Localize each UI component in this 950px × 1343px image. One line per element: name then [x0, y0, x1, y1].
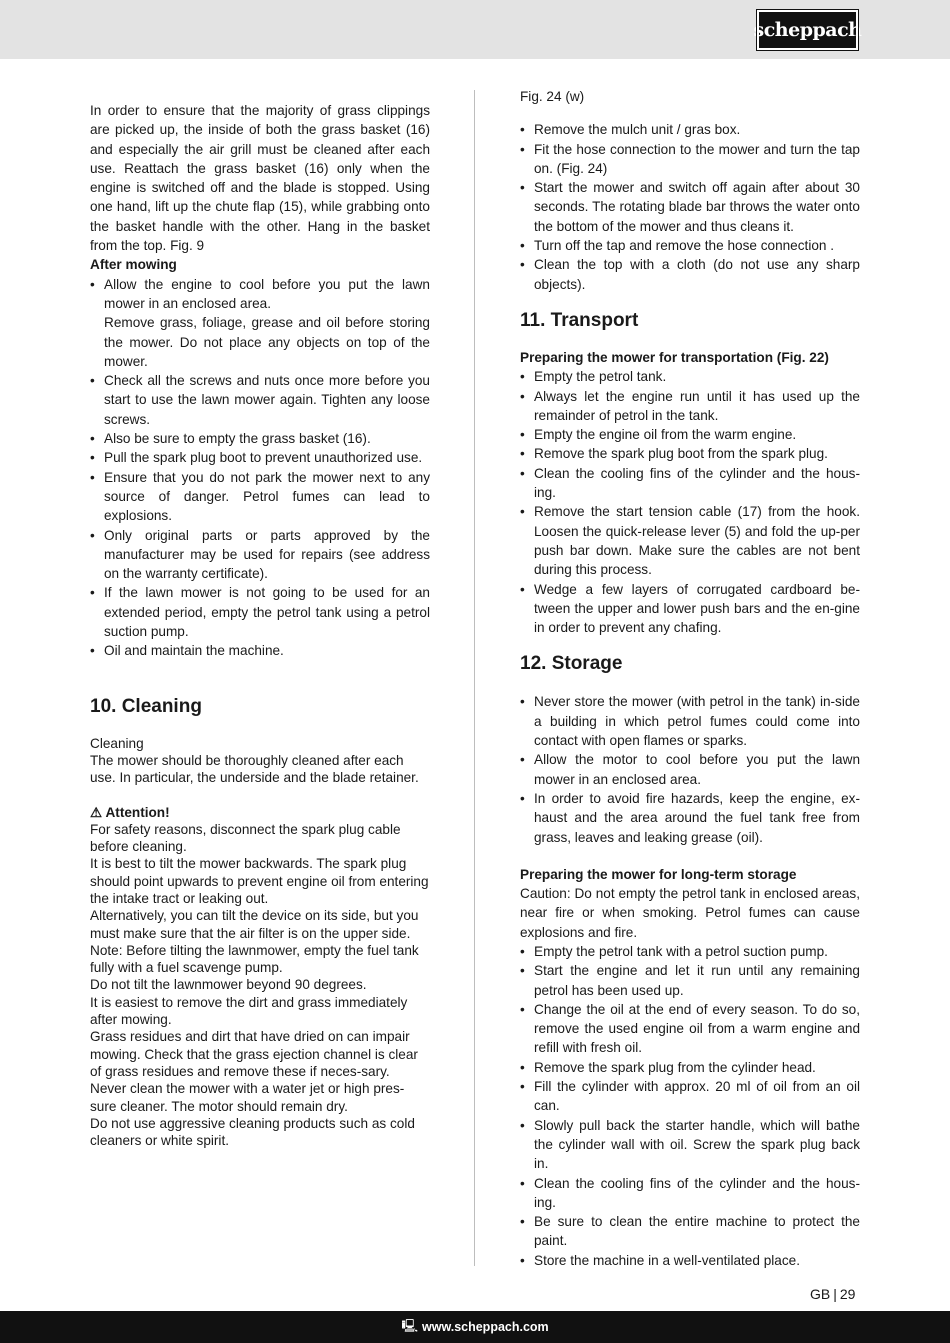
list-item: • Check all the screws and nuts once more before you start to use the lawn mower again. Tighten any loose screws.	[90, 371, 430, 429]
cleaning-subheading: Cleaning	[90, 735, 144, 751]
longterm-list	[520, 942, 860, 1270]
brand-logo: scheppach	[757, 10, 858, 50]
computer-icon: 🖳	[401, 1318, 419, 1333]
list-item: • Allow the engine to cool before you put the lawn mower in an enclosed area. Remove grass, foliage, grease and oil before storing the mower. Do not place any objects on top of the mower.	[90, 275, 430, 371]
list-item: • Slowly pull back the starter handle, which will bathe the cylinder wall with oil. Screw the spark plug back in.	[520, 1116, 860, 1174]
list-item: • Empty the engine oil from the warm engine.	[520, 425, 860, 444]
list-item: • Remove the spark plug boot from the spark plug.	[520, 444, 860, 463]
cleaning-line: Do not tilt the lawnmower beyond 90 degrees.	[90, 977, 367, 993]
list-item: • Clean the top with a cloth (do not use any sharp objects).	[520, 255, 860, 294]
cleaning-line: Note: Before tilting the lawnmower, empty the fuel tank fully with a fuel scavenge pump.	[90, 942, 419, 976]
list-item: • Wedge a few layers of corrugated cardboard be-tween the upper and lower push bars and the en-gine in order to prevent any chafing.	[520, 580, 860, 638]
transport-list	[520, 367, 860, 637]
list-item: • Clean the cooling fins of the cylinder and the hous-ing.	[520, 1174, 860, 1213]
column-divider	[474, 90, 475, 1266]
list-item: • Remove the spark plug from the cylinder head.	[520, 1058, 860, 1077]
right-column	[520, 87, 860, 1270]
header-bar	[0, 0, 950, 59]
longterm-heading: Preparing the mower for long-term storage	[520, 866, 797, 882]
transport-subheading: Preparing the mower for transportation (Fig. 22)	[520, 349, 829, 365]
list-item: • Turn off the tap and remove the hose connection .	[520, 236, 860, 255]
list-item: • Start the engine and let it run until any remaining petrol has been used up.	[520, 961, 860, 1000]
list-item: • Start the mower and switch off again after about 30 seconds. The rotating blade bar throws the water onto the bottom of the mower and thus cleans it.	[520, 178, 860, 236]
list-item: • Ensure that you do not park the mower next to any source of danger. Petrol fumes can lead to explosions.	[90, 468, 430, 526]
list-item: • Empty the petrol tank with a petrol suction pump.	[520, 942, 860, 961]
cleaning-line: Do not use aggressive cleaning products such as cold cleaners or white spirit.	[90, 1115, 415, 1149]
after-mowing-list	[90, 275, 430, 661]
list-item: • Also be sure to empty the grass basket (16).	[90, 429, 430, 448]
intro-paragraph: In order to ensure that the majority of grass clippings are picked up, the inside of both the grass basket (16) and especially the air grill must be cleaned after each use. Reattach the grass basket (16) only when the engine is switched off and the blade is stopped. Using one hand, lift up the chute flap (15), while grabbing onto the basket handle with the other. Hang in the basket from the top. Fig. 9	[90, 103, 430, 254]
language-code: GB	[810, 1286, 831, 1302]
page-value: 29	[839, 1286, 856, 1302]
cleaning-line: Never clean the mower with a water jet or high pres-sure cleaner. The motor should remain dry.	[90, 1081, 405, 1114]
cleaning-line: Grass residues and dirt that have dried on can impair mowing. Check that the grass ejection channel is clear of grass residues and remove these if neces-sary.	[90, 1029, 418, 1079]
cleaning-line: It is best to tilt the mower backwards. The spark plug should point upwards to prevent engine oil from entering the intake tract or leaking out.	[90, 856, 429, 906]
after-mowing-heading: After mowing	[90, 257, 177, 273]
list-item: • Fit the hose connection to the mower and turn the tap on. (Fig. 24)	[520, 140, 860, 179]
list-item: • Remove the mulch unit / gras box.	[520, 120, 860, 139]
list-item: • If the lawn mower is not going to be used for an extended period, empty the petrol tank using a petrol suction pump.	[90, 583, 430, 641]
list-item: • Store the machine in a well-ventilated place.	[520, 1251, 860, 1270]
cleaning-paragraph: The mower should be thoroughly cleaned after each use. In particular, the underside and the blade retainer.	[90, 752, 419, 786]
left-column	[90, 101, 430, 1149]
list-item: • Oil and maintain the machine.	[90, 641, 430, 660]
list-item: • Never store the mower (with petrol in the tank) in-side a building in which petrol fumes could come into contact with open flames or sparks.	[520, 692, 860, 750]
section-heading-storage: 12. Storage	[520, 653, 623, 675]
list-item: • Fill the cylinder with approx. 20 ml of oil from an oil can.	[520, 1077, 860, 1116]
list-item: • In order to avoid fire hazards, keep the engine, ex-haust and the area around the fuel tank free from grass, leaves and leaking grease (oil).	[520, 789, 860, 847]
cleaning-line: Alternatively, you can tilt the device on its side, but you must make sure that the air filter is on the upper side.	[90, 908, 419, 941]
section-heading-transport: 11. Transport	[520, 309, 639, 331]
list-item: • Be sure to clean the entire machine to protect the paint.	[520, 1212, 860, 1251]
page-number	[810, 1286, 855, 1302]
list-item: • Empty the petrol tank.	[520, 367, 860, 386]
storage-list	[520, 692, 860, 846]
longterm-caution: Caution: Do not empty the petrol tank in enclosed areas, near fire or when smoking. Petrol fumes can cause explosions and fire.	[520, 886, 860, 940]
list-item: • Change the oil at the end of every season. To do so, remove the used engine oil from a warm engine and refill with fresh oil.	[520, 1000, 860, 1058]
cleaning-steps-list	[520, 120, 860, 294]
attention-label: ⚠ Attention!	[90, 804, 170, 820]
cleaning-line: For safety reasons, disconnect the spark plug cable before cleaning.	[90, 821, 401, 855]
section-heading-cleaning: 10. Cleaning	[90, 695, 202, 717]
warning-icon: ⚠	[90, 804, 103, 820]
list-item: • Remove the start tension cable (17) from the hook. Loosen the quick-release lever (5) and fold the up-per push bar down. Make sure the cables are not bent during this process.	[520, 502, 860, 579]
cleaning-text	[90, 735, 430, 1150]
page-separator: |	[833, 1286, 837, 1302]
website-link[interactable]: www.scheppach.com	[422, 1320, 549, 1334]
list-item: • Clean the cooling fins of the cylinder and the hous-ing.	[520, 464, 860, 503]
cleaning-line: It is easiest to remove the dirt and grass immediately after mowing.	[90, 994, 408, 1028]
figure-caption: Fig. 24 (w)	[520, 89, 585, 104]
list-item: • Only original parts or parts approved by the manufacturer may be used for repairs (see address on the warranty certificate).	[90, 526, 430, 584]
list-item: • Pull the spark plug boot to prevent unauthorized use.	[90, 448, 430, 467]
list-item: • Allow the motor to cool before you put the lawn mower in an enclosed area.	[520, 750, 860, 789]
footer-bar	[0, 1311, 950, 1343]
list-item: • Always let the engine run until it has used up the remainder of petrol in the tank.	[520, 387, 860, 426]
